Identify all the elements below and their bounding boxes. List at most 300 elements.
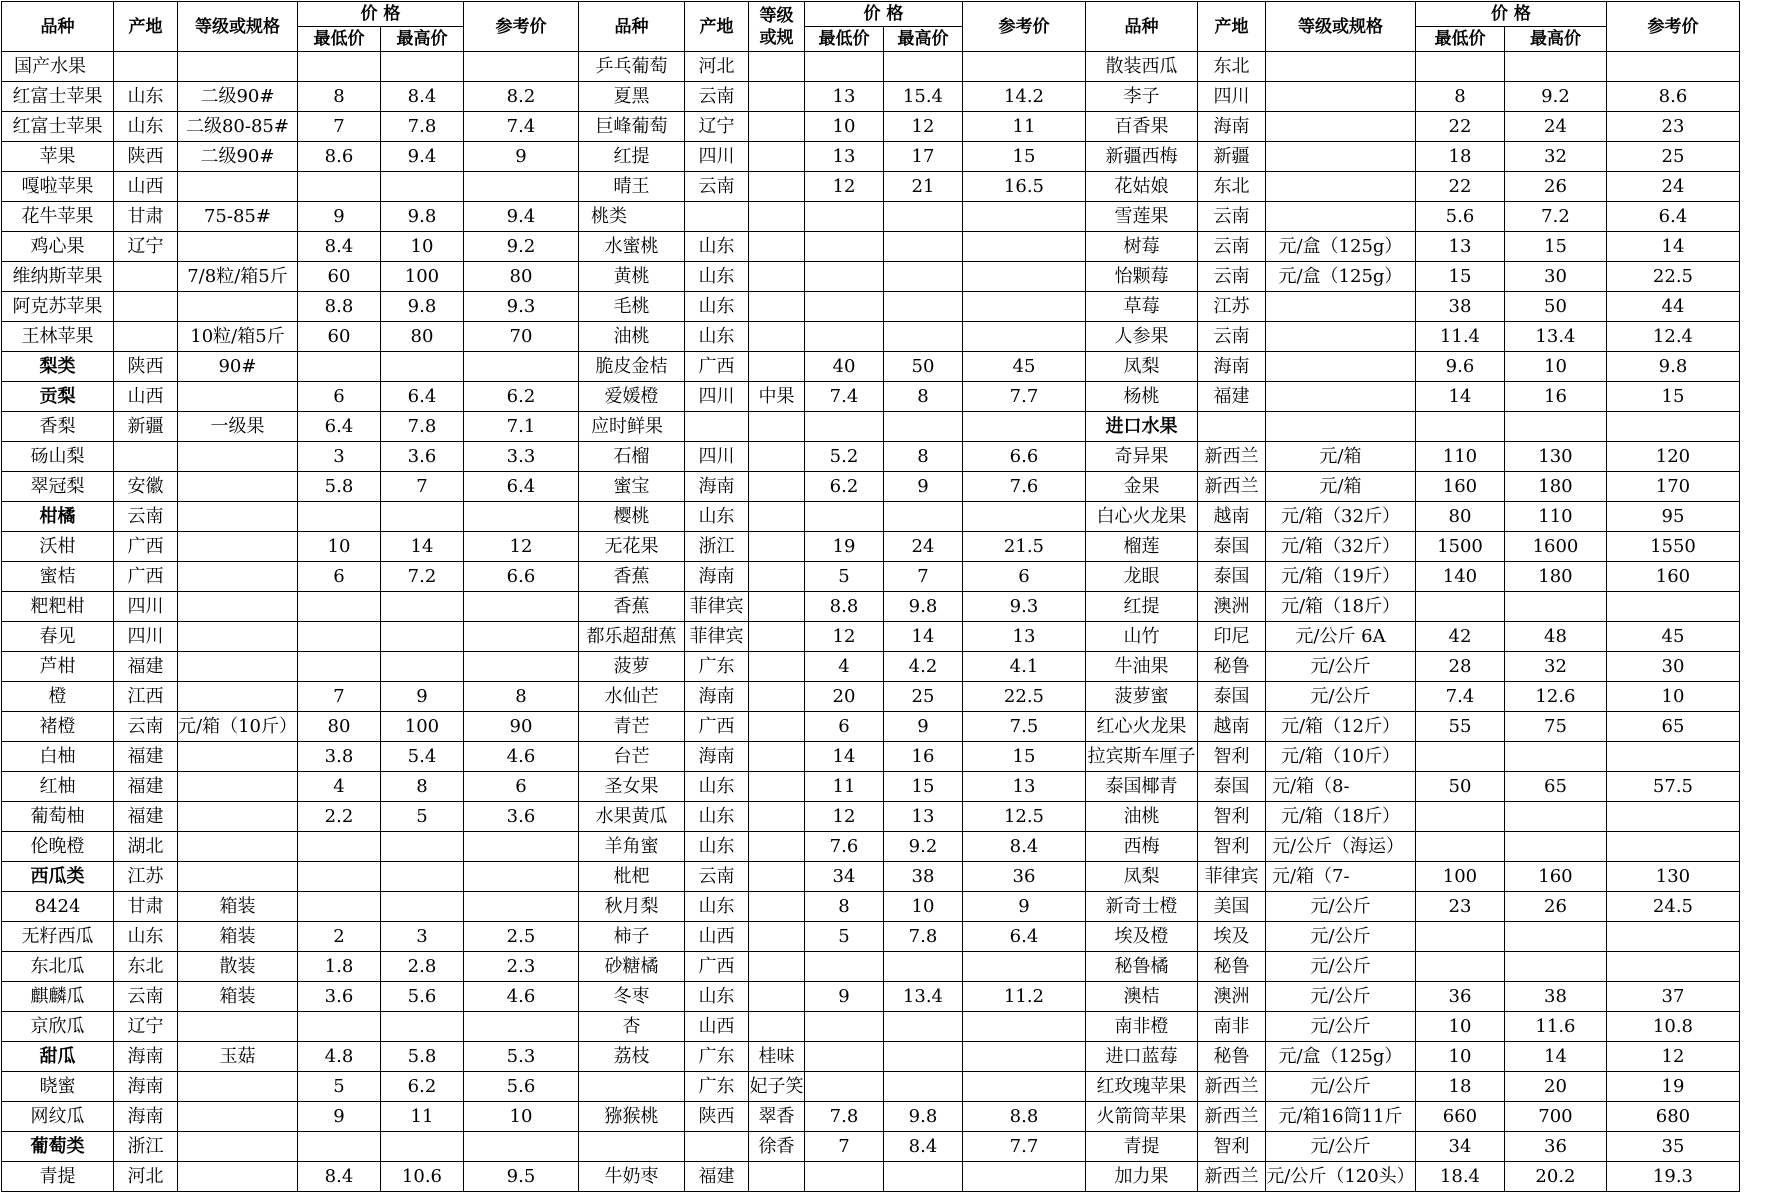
cell-ref-price <box>962 1162 1085 1192</box>
cell-origin: 四川 <box>684 142 748 172</box>
cell-max-price: 9.2 <box>1504 82 1606 112</box>
cell-origin: 智利 <box>1197 1132 1265 1162</box>
cell-min-price <box>1415 952 1504 982</box>
cell-max-price: 20 <box>1504 1072 1606 1102</box>
cell-variety: 夏黑 <box>578 82 684 112</box>
cell-min-price: 5 <box>804 562 883 592</box>
cell-origin: 山东 <box>684 322 748 352</box>
cell-grade <box>178 1162 298 1192</box>
header-grade: 等级或规格 <box>1265 2 1415 52</box>
cell-ref-price: 6.4 <box>1606 202 1739 232</box>
cell-variety: 国产水果 <box>2 52 114 82</box>
cell-grade <box>1265 172 1415 202</box>
cell-grade <box>748 952 804 982</box>
cell-ref-price: 35 <box>1606 1132 1739 1162</box>
cell-ref-price <box>1606 52 1739 82</box>
cell-min-price: 10 <box>1415 1012 1504 1042</box>
cell-origin: 智利 <box>1197 802 1265 832</box>
cell-max-price <box>883 502 962 532</box>
cell-ref-price: 5.3 <box>463 1042 578 1072</box>
cell-grade <box>748 442 804 472</box>
table-row <box>2 262 1740 292</box>
cell-grade: 中果 <box>748 382 804 412</box>
cell-variety: 油桃 <box>1085 802 1197 832</box>
cell-variety: 都乐超甜蕉 <box>578 622 684 652</box>
cell-ref-price: 130 <box>1606 862 1739 892</box>
cell-min-price: 160 <box>1415 472 1504 502</box>
cell-min-price <box>1415 592 1504 622</box>
cell-origin: 山西 <box>114 382 178 412</box>
cell-max-price: 100 <box>380 262 463 292</box>
cell-max-price: 30 <box>1504 262 1606 292</box>
cell-variety <box>578 1072 684 1102</box>
cell-variety: 凤梨 <box>1085 862 1197 892</box>
cell-max-price: 8.4 <box>380 82 463 112</box>
cell-variety: 爱媛橙 <box>578 382 684 412</box>
cell-ref-price: 7.4 <box>463 112 578 142</box>
cell-variety: 王林苹果 <box>2 322 114 352</box>
cell-min-price: 6.4 <box>297 412 380 442</box>
cell-ref-price: 13 <box>962 622 1085 652</box>
cell-ref-price: 12 <box>1606 1042 1739 1072</box>
cell-origin: 辽宁 <box>114 1012 178 1042</box>
cell-variety: 青提 <box>2 1162 114 1192</box>
cell-grade <box>178 442 298 472</box>
cell-grade: 7/8粒/箱5斤 <box>178 262 298 292</box>
cell-grade <box>1265 352 1415 382</box>
cell-max-price: 8 <box>380 772 463 802</box>
cell-min-price <box>297 862 380 892</box>
cell-variety: 青芒 <box>578 712 684 742</box>
cell-grade <box>178 772 298 802</box>
cell-variety: 水仙芒 <box>578 682 684 712</box>
cell-max-price <box>380 1012 463 1042</box>
cell-origin: 广西 <box>684 712 748 742</box>
cell-min-price <box>297 892 380 922</box>
cell-origin: 海南 <box>1197 112 1265 142</box>
cell-variety: 桃类 <box>578 202 684 232</box>
cell-max-price: 38 <box>883 862 962 892</box>
cell-grade: 元/箱（19斤） <box>1265 562 1415 592</box>
cell-variety: 伦晚橙 <box>2 832 114 862</box>
cell-origin: 山东 <box>684 982 748 1012</box>
cell-max-price: 8.4 <box>883 1132 962 1162</box>
cell-origin: 澳洲 <box>1197 592 1265 622</box>
cell-grade: 玉菇 <box>178 1042 298 1072</box>
cell-max-price: 8 <box>883 382 962 412</box>
cell-min-price: 10 <box>804 112 883 142</box>
cell-grade: 翠香 <box>748 1102 804 1132</box>
cell-min-price <box>297 172 380 202</box>
cell-max-price: 12.6 <box>1504 682 1606 712</box>
cell-max-price: 7.8 <box>380 412 463 442</box>
cell-min-price: 5.8 <box>297 472 380 502</box>
cell-variety: 泰国椰青 <box>1085 772 1197 802</box>
cell-ref-price <box>962 262 1085 292</box>
cell-max-price: 14 <box>1504 1042 1606 1072</box>
cell-origin: 海南 <box>114 1072 178 1102</box>
cell-origin: 山东 <box>684 832 748 862</box>
cell-ref-price: 36 <box>962 862 1085 892</box>
cell-grade: 元/公斤 <box>1265 1072 1415 1102</box>
table-row <box>2 112 1740 142</box>
cell-grade <box>748 142 804 172</box>
cell-variety: 菠萝 <box>578 652 684 682</box>
cell-origin: 江苏 <box>1197 292 1265 322</box>
cell-variety: 乒乓葡萄 <box>578 52 684 82</box>
cell-max-price: 14 <box>380 532 463 562</box>
cell-grade: 桂味 <box>748 1042 804 1072</box>
cell-min-price: 7.4 <box>804 382 883 412</box>
table-row <box>2 142 1740 172</box>
cell-ref-price <box>1606 952 1739 982</box>
cell-max-price: 25 <box>883 682 962 712</box>
cell-grade: 元/公斤 <box>1265 892 1415 922</box>
cell-min-price <box>804 202 883 232</box>
cell-variety: 怡颗莓 <box>1085 262 1197 292</box>
cell-max-price: 10 <box>1504 352 1606 382</box>
cell-ref-price <box>1606 742 1739 772</box>
table-row <box>2 442 1740 472</box>
cell-grade <box>1265 292 1415 322</box>
cell-variety: 新奇士橙 <box>1085 892 1197 922</box>
cell-max-price <box>1504 952 1606 982</box>
cell-min-price: 3.6 <box>297 982 380 1012</box>
cell-origin: 东北 <box>1197 172 1265 202</box>
cell-origin: 福建 <box>114 742 178 772</box>
cell-max-price: 5.6 <box>380 982 463 1012</box>
cell-grade <box>748 52 804 82</box>
cell-origin: 四川 <box>1197 82 1265 112</box>
cell-grade: 元/箱（10斤） <box>1265 742 1415 772</box>
cell-min-price: 22 <box>1415 112 1504 142</box>
cell-ref-price <box>1606 922 1739 952</box>
cell-origin: 海南 <box>1197 352 1265 382</box>
cell-max-price: 14 <box>883 622 962 652</box>
cell-min-price <box>1415 832 1504 862</box>
cell-grade <box>748 652 804 682</box>
cell-grade <box>748 832 804 862</box>
cell-min-price: 8 <box>297 82 380 112</box>
cell-origin: 澳洲 <box>1197 982 1265 1012</box>
cell-variety: 油桃 <box>578 322 684 352</box>
cell-variety: 冬枣 <box>578 982 684 1012</box>
cell-min-price: 14 <box>804 742 883 772</box>
cell-grade <box>748 742 804 772</box>
cell-origin: 云南 <box>114 982 178 1012</box>
cell-max-price: 9 <box>883 712 962 742</box>
cell-min-price: 5.2 <box>804 442 883 472</box>
cell-max-price: 9.4 <box>380 142 463 172</box>
cell-grade: 元/箱（32斤） <box>1265 532 1415 562</box>
cell-variety: 红玫瑰苹果 <box>1085 1072 1197 1102</box>
cell-variety: 李子 <box>1085 82 1197 112</box>
cell-max-price: 38 <box>1504 982 1606 1012</box>
cell-variety: 石榴 <box>578 442 684 472</box>
cell-ref-price: 15 <box>962 142 1085 172</box>
cell-variety: 葡萄类 <box>2 1132 114 1162</box>
cell-ref-price <box>1606 802 1739 832</box>
cell-min-price: 40 <box>804 352 883 382</box>
cell-origin: 菲律宾 <box>684 622 748 652</box>
cell-ref-price: 6.6 <box>463 562 578 592</box>
cell-origin: 越南 <box>1197 502 1265 532</box>
cell-variety: 奇异果 <box>1085 442 1197 472</box>
cell-origin: 新西兰 <box>1197 1162 1265 1192</box>
cell-variety: 褚橙 <box>2 712 114 742</box>
cell-max-price: 16 <box>883 742 962 772</box>
cell-variety: 台芒 <box>578 742 684 772</box>
cell-ref-price: 12 <box>463 532 578 562</box>
cell-max-price: 9 <box>380 682 463 712</box>
cell-origin: 四川 <box>114 622 178 652</box>
table-row <box>2 1072 1740 1102</box>
cell-max-price: 15 <box>1504 232 1606 262</box>
cell-variety: 葡萄柚 <box>2 802 114 832</box>
cell-ref-price: 6.2 <box>463 382 578 412</box>
cell-grade <box>748 592 804 622</box>
cell-variety: 草莓 <box>1085 292 1197 322</box>
cell-variety: 杏 <box>578 1012 684 1042</box>
table-row <box>2 172 1740 202</box>
cell-origin: 山西 <box>114 172 178 202</box>
cell-ref-price: 7.1 <box>463 412 578 442</box>
table-row <box>2 862 1740 892</box>
cell-max-price: 9.8 <box>883 1102 962 1132</box>
cell-variety: 香蕉 <box>578 592 684 622</box>
table-row <box>2 82 1740 112</box>
cell-max-price: 65 <box>1504 772 1606 802</box>
cell-max-price <box>380 352 463 382</box>
cell-origin: 四川 <box>114 592 178 622</box>
cell-grade <box>178 472 298 502</box>
cell-grade: 元/公斤 <box>1265 982 1415 1012</box>
cell-grade: 元/公斤（海运） <box>1265 832 1415 862</box>
cell-variety: 红提 <box>578 142 684 172</box>
cell-origin: 辽宁 <box>684 112 748 142</box>
cell-min-price: 6 <box>297 382 380 412</box>
cell-ref-price: 10.8 <box>1606 1012 1739 1042</box>
cell-max-price <box>1504 742 1606 772</box>
cell-origin: 湖北 <box>114 832 178 862</box>
cell-ref-price: 4.6 <box>463 982 578 1012</box>
cell-origin: 福建 <box>1197 382 1265 412</box>
cell-origin: 新西兰 <box>1197 472 1265 502</box>
cell-variety: 火箭筒苹果 <box>1085 1102 1197 1132</box>
cell-min-price: 50 <box>1415 772 1504 802</box>
cell-min-price: 7.8 <box>804 1102 883 1132</box>
cell-variety: 晓蜜 <box>2 1072 114 1102</box>
cell-ref-price: 6 <box>962 562 1085 592</box>
cell-max-price: 48 <box>1504 622 1606 652</box>
cell-min-price <box>804 232 883 262</box>
cell-grade <box>748 682 804 712</box>
cell-variety: 巨峰葡萄 <box>578 112 684 142</box>
cell-variety: 苹果 <box>2 142 114 172</box>
cell-ref-price <box>962 502 1085 532</box>
cell-origin: 智利 <box>1197 832 1265 862</box>
cell-max-price: 110 <box>1504 502 1606 532</box>
cell-grade: 二级90# <box>178 82 298 112</box>
header-ref: 参考价 <box>463 2 578 52</box>
cell-variety: 阿克苏苹果 <box>2 292 114 322</box>
cell-origin: 云南 <box>684 172 748 202</box>
cell-min-price: 7.6 <box>804 832 883 862</box>
cell-ref-price: 22.5 <box>962 682 1085 712</box>
cell-ref-price <box>962 202 1085 232</box>
cell-max-price: 75 <box>1504 712 1606 742</box>
cell-ref-price: 7.7 <box>962 1132 1085 1162</box>
cell-origin: 新西兰 <box>1197 1102 1265 1132</box>
cell-variety: 新疆西梅 <box>1085 142 1197 172</box>
cell-grade <box>748 532 804 562</box>
cell-ref-price: 9 <box>962 892 1085 922</box>
cell-ref-price: 6.6 <box>962 442 1085 472</box>
cell-ref-price: 12.4 <box>1606 322 1739 352</box>
cell-grade: 徐香 <box>748 1132 804 1162</box>
cell-max-price: 6.2 <box>380 1072 463 1102</box>
cell-grade: 元/箱16筒11斤 <box>1265 1102 1415 1132</box>
cell-min-price <box>297 652 380 682</box>
cell-variety: 枇杷 <box>578 862 684 892</box>
cell-ref-price <box>962 52 1085 82</box>
cell-grade: 元/箱（18斤） <box>1265 592 1415 622</box>
cell-grade: 元/盒（125g） <box>1265 262 1415 292</box>
cell-min-price <box>297 592 380 622</box>
cell-origin: 山东 <box>684 232 748 262</box>
cell-grade: 一级果 <box>178 412 298 442</box>
cell-ref-price: 19.3 <box>1606 1162 1739 1192</box>
cell-origin: 东北 <box>1197 52 1265 82</box>
cell-ref-price <box>463 652 578 682</box>
cell-grade <box>748 862 804 892</box>
cell-min-price: 9 <box>297 1102 380 1132</box>
cell-variety: 春见 <box>2 622 114 652</box>
cell-ref-price: 19 <box>1606 1072 1739 1102</box>
cell-variety: 白心火龙果 <box>1085 502 1197 532</box>
cell-ref-price: 10 <box>463 1102 578 1132</box>
cell-max-price: 9.8 <box>380 202 463 232</box>
cell-grade <box>178 802 298 832</box>
cell-grade <box>1265 382 1415 412</box>
cell-ref-price: 5.6 <box>463 1072 578 1102</box>
cell-grade: 元/公斤 <box>1265 922 1415 952</box>
cell-ref-price <box>962 412 1085 442</box>
cell-min-price <box>804 952 883 982</box>
cell-min-price: 12 <box>804 802 883 832</box>
cell-origin: 云南 <box>684 82 748 112</box>
header-max: 最高价 <box>1504 27 1606 52</box>
cell-ref-price: 2.3 <box>463 952 578 982</box>
cell-max-price: 32 <box>1504 142 1606 172</box>
cell-min-price: 19 <box>804 532 883 562</box>
header-min: 最低价 <box>804 27 883 52</box>
cell-grade <box>748 1162 804 1192</box>
cell-grade: 10粒/箱5斤 <box>178 322 298 352</box>
cell-ref-price <box>463 592 578 622</box>
cell-min-price: 36 <box>1415 982 1504 1012</box>
cell-origin: 新西兰 <box>1197 442 1265 472</box>
cell-max-price <box>883 52 962 82</box>
cell-grade <box>178 622 298 652</box>
cell-ref-price <box>962 232 1085 262</box>
header-variety: 品种 <box>1085 2 1197 52</box>
cell-origin: 南非 <box>1197 1012 1265 1042</box>
cell-min-price: 7 <box>297 682 380 712</box>
cell-max-price <box>380 862 463 892</box>
cell-ref-price: 4.6 <box>463 742 578 772</box>
cell-ref-price: 65 <box>1606 712 1739 742</box>
cell-grade <box>748 892 804 922</box>
cell-variety: 红富士苹果 <box>2 82 114 112</box>
cell-min-price <box>297 1132 380 1162</box>
cell-min-price: 60 <box>297 262 380 292</box>
cell-min-price: 6.2 <box>804 472 883 502</box>
cell-max-price <box>380 52 463 82</box>
cell-min-price: 2.2 <box>297 802 380 832</box>
cell-ref-price: 12.5 <box>962 802 1085 832</box>
cell-ref-price: 9.3 <box>962 592 1085 622</box>
cell-ref-price: 4.1 <box>962 652 1085 682</box>
cell-max-price: 50 <box>883 352 962 382</box>
cell-origin: 云南 <box>1197 232 1265 262</box>
cell-grade <box>178 832 298 862</box>
cell-grade: 元/公斤 <box>1265 652 1415 682</box>
cell-origin <box>114 292 178 322</box>
cell-origin: 秘鲁 <box>1197 652 1265 682</box>
cell-max-price: 17 <box>883 142 962 172</box>
table-row <box>2 1042 1740 1072</box>
cell-max-price: 10 <box>883 892 962 922</box>
header-price: 价 格 <box>1415 2 1606 27</box>
cell-min-price: 8.8 <box>804 592 883 622</box>
cell-min-price: 14 <box>1415 382 1504 412</box>
cell-ref-price: 80 <box>463 262 578 292</box>
cell-grade <box>1265 82 1415 112</box>
cell-max-price <box>380 592 463 622</box>
cell-variety: 红心火龙果 <box>1085 712 1197 742</box>
cell-min-price: 42 <box>1415 622 1504 652</box>
cell-ref-price: 45 <box>962 352 1085 382</box>
cell-grade <box>178 682 298 712</box>
cell-min-price: 34 <box>804 862 883 892</box>
cell-variety: 无花果 <box>578 532 684 562</box>
cell-min-price: 8.6 <box>297 142 380 172</box>
cell-grade: 妃子笑 <box>748 1072 804 1102</box>
cell-max-price <box>883 292 962 322</box>
cell-grade <box>748 802 804 832</box>
cell-grade <box>178 742 298 772</box>
cell-ref-price: 90 <box>463 712 578 742</box>
cell-origin: 四川 <box>684 442 748 472</box>
cell-origin: 海南 <box>684 682 748 712</box>
cell-variety: 砂糖橘 <box>578 952 684 982</box>
cell-ref-price: 9.4 <box>463 202 578 232</box>
cell-origin: 菲律宾 <box>1197 862 1265 892</box>
cell-max-price <box>1504 412 1606 442</box>
cell-variety: 百香果 <box>1085 112 1197 142</box>
cell-origin: 陕西 <box>114 352 178 382</box>
cell-min-price: 1.8 <box>297 952 380 982</box>
cell-grade <box>748 82 804 112</box>
header-grade: 等级 或规 <box>748 2 804 52</box>
cell-grade <box>748 172 804 202</box>
cell-max-price: 24 <box>883 532 962 562</box>
cell-grade <box>748 622 804 652</box>
cell-max-price: 10.6 <box>380 1162 463 1192</box>
table-row <box>2 562 1740 592</box>
cell-max-price: 100 <box>380 712 463 742</box>
